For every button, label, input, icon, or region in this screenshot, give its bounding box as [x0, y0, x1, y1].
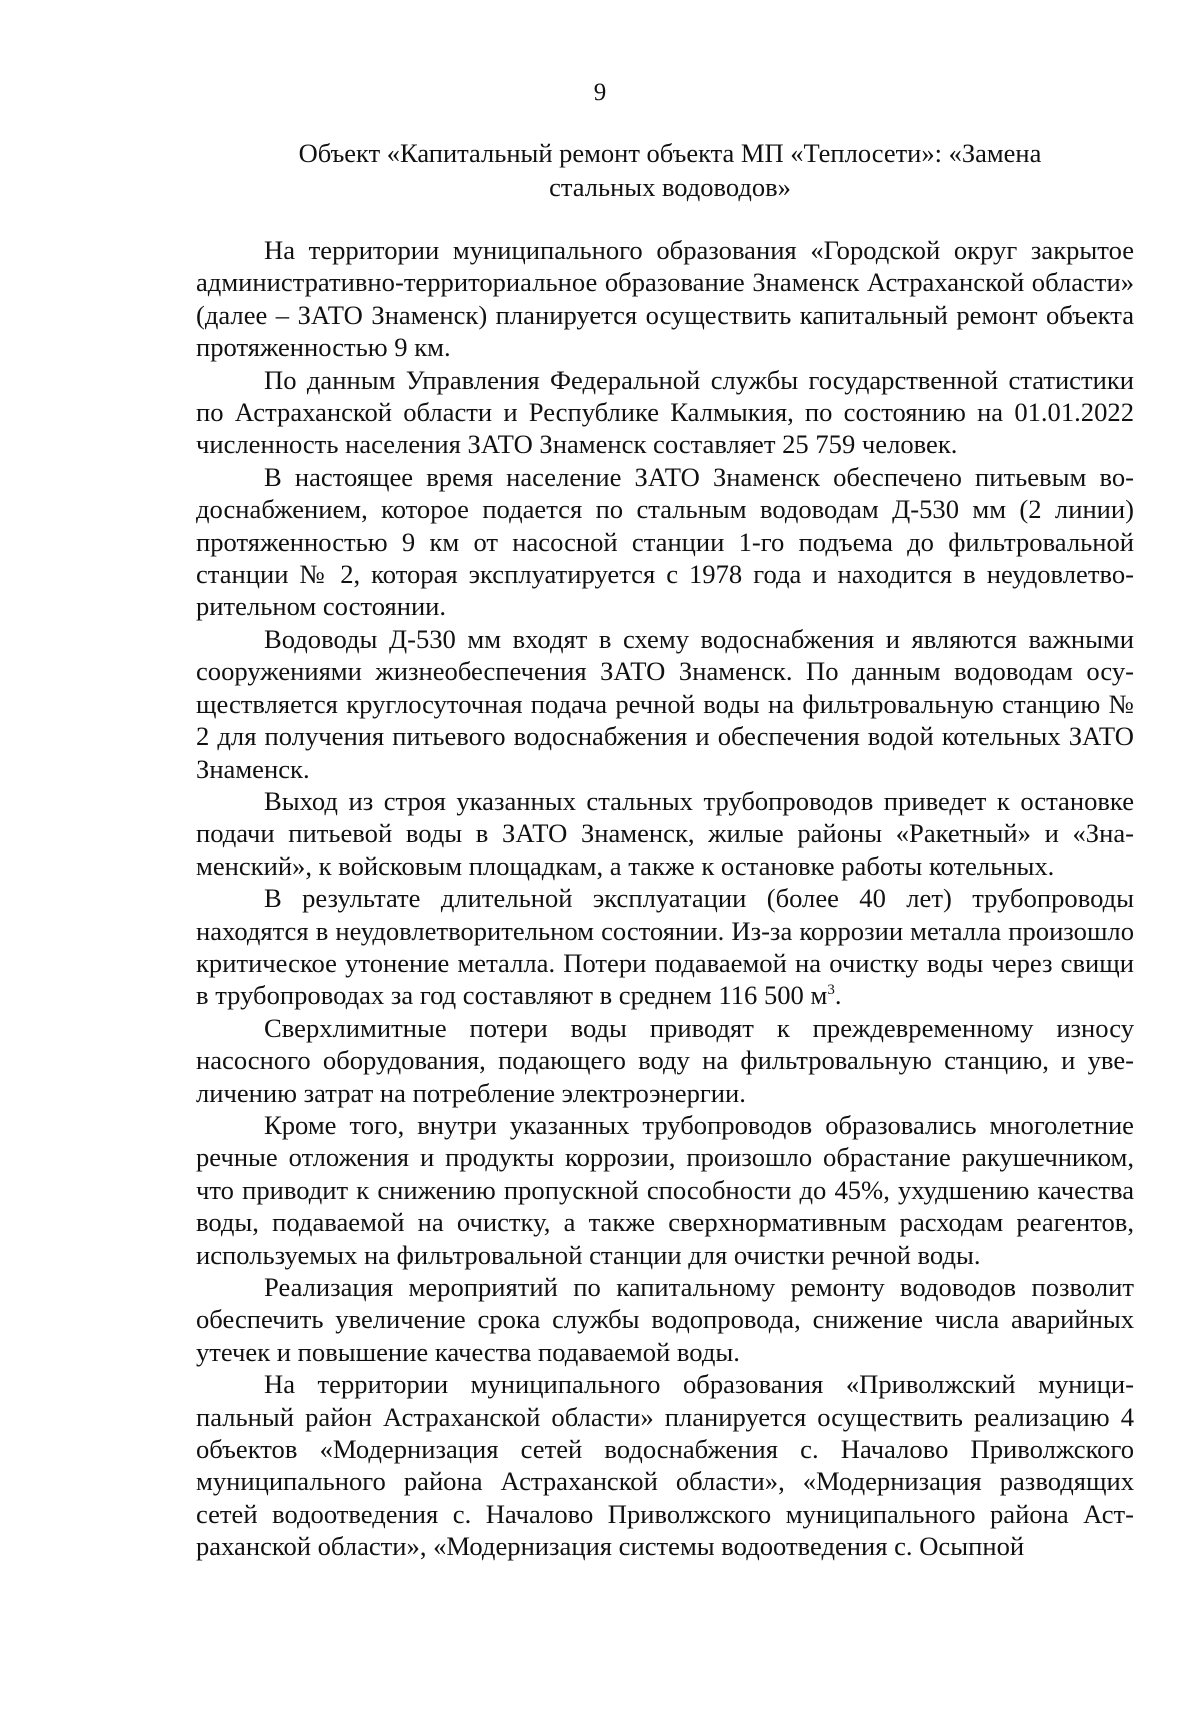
- section-heading: [290, 136, 1050, 204]
- paragraph-zato-location: На территории муниципального образования «Городской округ закрытое административно-территориальное образование Знаменск Астраханской области» (далее – ЗАТО Знаменск) планируется осуществить капитальный ремонт объекта протяженностью 9 км.: [196, 235, 1134, 363]
- paragraph-population: По данным Управления Федеральной службы государственной статистики по Астраханской области и Республике Калмыкия, по состоянию на 01.01.2022 численность населения ЗАТО Знаменск составляет 25 759 человек.: [196, 364, 1134, 460]
- paragraph-water-supply: В настоящее время население ЗАТО Знаменск обеспечено питьевым водоснабжением, которое подается по стальным водоводам Д-530 мм (2 линии) протяженностью 9 км от насосной станции 1-го подъема до фильтровальной станции № 2, которая эксплуатируется с 1978 года и находится в неудовлетворительном состоянии.: [196, 461, 1134, 622]
- paragraph-pipeline-condition-tail: .: [834, 980, 842, 1011]
- paragraph-failure-consequences: Выход из строя указанных стальных трубопроводов приведет к остановке подачи питьевой воды в ЗАТО Знаменск, жилые районы «Ракетный» и «Знаменский», к войсковым площадкам, а также к остановке работы котельных.: [196, 785, 1134, 881]
- paragraph-water-mains: Водоводы Д-530 мм входят в схему водоснабжения и являются важными сооружениями жизнеобеспечения ЗАТО Знаменск. По данным водоводам осуществляется круглосуточная подача речной воды на фильтровальную станцию № 2 для получения питьевого водоснабжения и обеспечения водой котельных ЗАТО Знаменск.: [196, 623, 1134, 784]
- paragraph-pipeline-condition-text: В результате длительной эксплуатации (более 40 лет) трубопроводы находятся в неудовлетворительном состоянии. Из-за коррозии металла произошло критическое утонение металла. Потери подаваемой на очистку воды через свищи в трубопроводах за год составляют в среднем 116 500 м: [196, 883, 1134, 1011]
- paragraph-excess-losses: Сверхлимитные потери воды приводят к преждевременному износу насосного оборудования, подающего воду на фильтровальную станцию, и увеличению затрат на потребление электроэнергии.: [196, 1012, 1134, 1108]
- paragraph-privolzhsky-projects: На территории муниципального образования «Приволжский муниципальный район Астраханской области» планируется осуществить реализацию 4 объектов «Модернизация сетей водоснабжения с. Началово Приволжского муниципального района Астраханской области», «Модернизация разводящих сетей водоотведения с. Началово Приволжского муниципального района Астраханской области», «Модернизация системы водоотведения с. Осыпной: [196, 1369, 1134, 1562]
- paragraph-repair-benefits: Реализация мероприятий по капитальному ремонту водоводов позволит обеспечить увеличение срока службы водопровода, снижение числа аварийных утечек и повышение качества подаваемой воды.: [196, 1272, 1134, 1367]
- section-heading-line-1: Объект «Капитальный ремонт объекта МП «Теплосети»: «Замена: [298, 138, 1042, 168]
- paragraph-pipeline-condition: [196, 882, 1134, 1012]
- paragraph-deposits: Кроме того, внутри указанных трубопроводов образовались многолетние речные отложения и продукты коррозии, произошло обрастание ракушечником, что приводит к снижению пропускной способности до 45%, ухудшению качества воды, подаваемой на очистку, а также сверхнормативным расходам реагентов, используемых на фильтровальной станции для очистки речной воды.: [196, 1109, 1134, 1270]
- section-heading-line-2: стальных водоводов»: [549, 172, 791, 202]
- page-number: 9: [593, 79, 607, 106]
- cubic-superscript: 3: [827, 982, 835, 999]
- document-body: [196, 234, 1134, 1563]
